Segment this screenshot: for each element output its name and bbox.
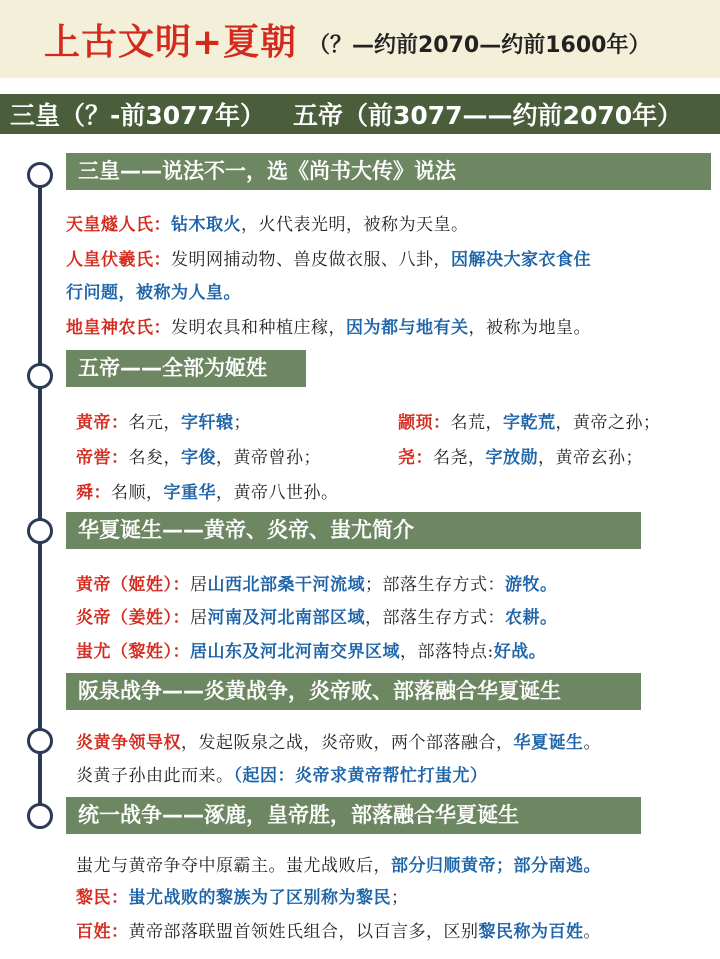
era-bar bbox=[0, 94, 720, 134]
emperor-item: 黄帝：名元，字轩辕； bbox=[76, 413, 251, 433]
page-subtitle: （？—约前2070—约前1600年） bbox=[308, 33, 651, 58]
text-line: 百姓：黄帝部落联盟首领姓氏组合，以百言多，区别黎民称为百姓。 bbox=[76, 922, 601, 942]
emperor-item: 颛顼：名荒，字乾荒，黄帝之孙； bbox=[398, 413, 661, 433]
section-header-huaxia-birth: 华夏诞生——黄帝、炎帝、蚩尤简介 bbox=[66, 512, 641, 549]
text-line: 行问题，被称为人皇。 bbox=[66, 283, 241, 303]
section-header-five-emperors: 五帝——全部为姬姓 bbox=[66, 350, 306, 387]
emperor-item: 尧：名尧，字放勋，黄帝玄孙； bbox=[398, 448, 643, 468]
timeline-dot bbox=[27, 162, 53, 188]
section-header-three-sovereigns: 三皇——说法不一，选《尚书大传》说法 bbox=[66, 153, 711, 190]
text-line: 人皇伏羲氏：发明网捕动物、兽皮做衣服、八卦，因解决大家衣食住 bbox=[66, 250, 591, 270]
text-line: 天皇燧人氏：钻木取火，火代表光明，被称为天皇。 bbox=[66, 215, 469, 235]
timeline-line bbox=[38, 172, 42, 817]
emperor-item: 舜：名顺，字重华，黄帝八世孙。 bbox=[76, 483, 339, 503]
section-header-unification-war: 统一战争——涿鹿，皇帝胜，部落融合华夏诞生 bbox=[66, 797, 641, 834]
text-line: 蚩尤（黎姓）：居山东及河北河南交界区域，部落特点:好战。 bbox=[76, 642, 547, 662]
text-line: 黄帝（姬姓）：居山西北部桑干河流域；部落生存方式：游牧。 bbox=[76, 575, 558, 595]
text-line: 黎民：蚩尤战败的黎族为了区别称为黎民； bbox=[76, 888, 409, 908]
era-three-sovereigns: 三皇（？-前3077年） bbox=[10, 101, 265, 130]
title-bar bbox=[0, 0, 720, 78]
text-line: 蚩尤与黄帝争夺中原霸主。蚩尤战败后，部分归顺黄帝；部分南逃。 bbox=[76, 856, 601, 876]
text-line: 炎黄争领导权，发起阪泉之战，炎帝败，两个部落融合，华夏诞生。 bbox=[76, 733, 601, 753]
text-line: 炎黄子孙由此而来。（起因：炎帝求黄帝帮忙打蚩尤） bbox=[76, 766, 488, 786]
era-five-emperors: 五帝（前3077——约前2070年） bbox=[292, 101, 683, 130]
text-line: 地皇神农氏：发明农具和种植庄稼，因为都与地有关，被称为地皇。 bbox=[66, 318, 591, 338]
timeline-dot bbox=[27, 803, 53, 829]
text-line: 炎帝（姜姓）：居河南及河北南部区域，部落生存方式：农耕。 bbox=[76, 608, 558, 628]
timeline-dot bbox=[27, 728, 53, 754]
section-header-banquan-war: 阪泉战争——炎黄战争，炎帝败、部落融合华夏诞生 bbox=[66, 673, 641, 710]
page-title: 上古文明+夏朝 bbox=[44, 22, 298, 63]
timeline-dot bbox=[27, 363, 53, 389]
emperor-item: 帝喾：名夋，字俊，黄帝曾孙； bbox=[76, 448, 321, 468]
timeline-dot bbox=[27, 518, 53, 544]
